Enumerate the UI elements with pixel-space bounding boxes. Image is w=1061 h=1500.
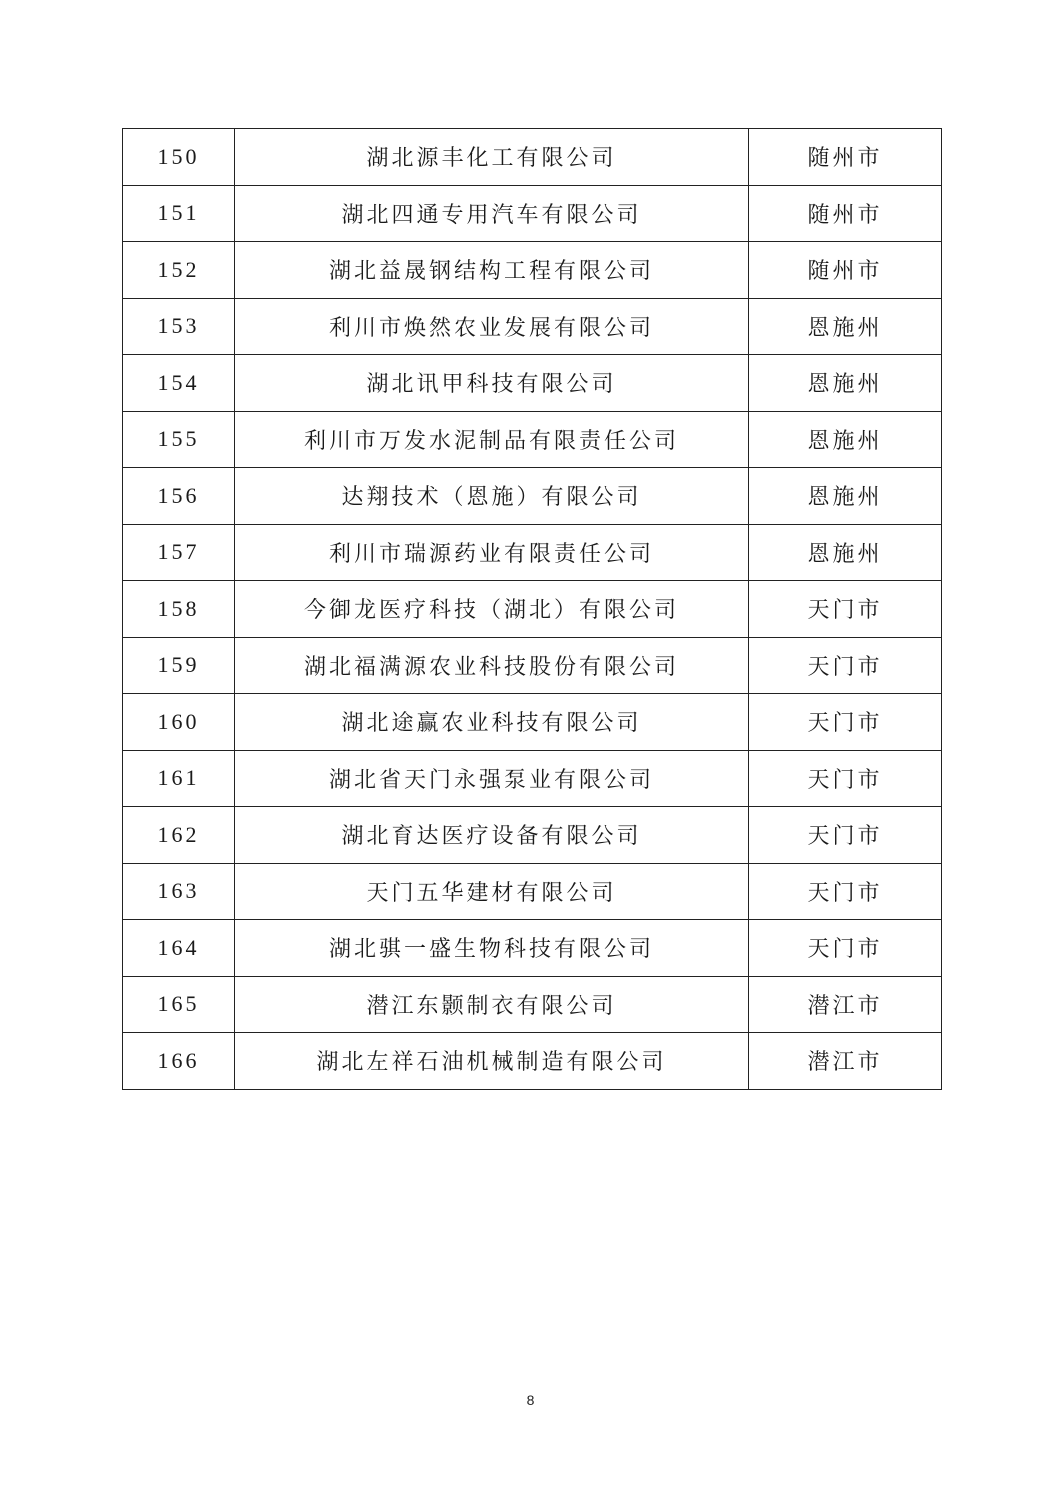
- company-name: 湖北源丰化工有限公司: [235, 129, 749, 186]
- row-number: 153: [123, 298, 235, 355]
- region: 恩施州: [749, 355, 942, 412]
- table-row: [123, 750, 942, 807]
- region: 天门市: [749, 807, 942, 864]
- table-row: [123, 807, 942, 864]
- row-number: 163: [123, 863, 235, 920]
- company-name: 湖北途赢农业科技有限公司: [235, 694, 749, 751]
- row-number: 158: [123, 581, 235, 638]
- region: 随州市: [749, 242, 942, 299]
- row-number: 164: [123, 920, 235, 977]
- region: 恩施州: [749, 411, 942, 468]
- row-number: 165: [123, 976, 235, 1033]
- table-row: [123, 694, 942, 751]
- table-row: [123, 468, 942, 525]
- company-name: 利川市瑞源药业有限责任公司: [235, 524, 749, 581]
- region: 随州市: [749, 129, 942, 186]
- company-name: 湖北左祥石油机械制造有限公司: [235, 1033, 749, 1090]
- region: 天门市: [749, 863, 942, 920]
- company-name: 湖北讯甲科技有限公司: [235, 355, 749, 412]
- region: 天门市: [749, 750, 942, 807]
- table-row: [123, 976, 942, 1033]
- company-name: 达翔技术（恩施）有限公司: [235, 468, 749, 525]
- company-name: 今御龙医疗科技（湖北）有限公司: [235, 581, 749, 638]
- table-row: [123, 355, 942, 412]
- row-number: 154: [123, 355, 235, 412]
- table-row: [123, 524, 942, 581]
- row-number: 161: [123, 750, 235, 807]
- table-row: [123, 298, 942, 355]
- region: 随州市: [749, 185, 942, 242]
- table-row: [123, 1033, 942, 1090]
- page-number: 8: [526, 1392, 535, 1408]
- company-name: 潜江东颢制衣有限公司: [235, 976, 749, 1033]
- company-name: 利川市焕然农业发展有限公司: [235, 298, 749, 355]
- row-number: 155: [123, 411, 235, 468]
- region: 潜江市: [749, 1033, 942, 1090]
- company-table-body: [123, 129, 942, 1090]
- table-row: [123, 920, 942, 977]
- region: 恩施州: [749, 468, 942, 525]
- company-name: 湖北福满源农业科技股份有限公司: [235, 637, 749, 694]
- table-row: [123, 185, 942, 242]
- region: 恩施州: [749, 298, 942, 355]
- company-table: [122, 128, 942, 1090]
- region: 天门市: [749, 581, 942, 638]
- table-row: [123, 129, 942, 186]
- company-name: 湖北四通专用汽车有限公司: [235, 185, 749, 242]
- row-number: 150: [123, 129, 235, 186]
- company-name: 湖北省天门永强泵业有限公司: [235, 750, 749, 807]
- region: 天门市: [749, 637, 942, 694]
- company-name: 湖北育达医疗设备有限公司: [235, 807, 749, 864]
- company-name: 湖北益晟钢结构工程有限公司: [235, 242, 749, 299]
- row-number: 159: [123, 637, 235, 694]
- region: 恩施州: [749, 524, 942, 581]
- company-name: 湖北骐一盛生物科技有限公司: [235, 920, 749, 977]
- row-number: 156: [123, 468, 235, 525]
- table-row: [123, 863, 942, 920]
- table-row: [123, 581, 942, 638]
- region: 天门市: [749, 694, 942, 751]
- table-row: [123, 242, 942, 299]
- table-row: [123, 411, 942, 468]
- row-number: 152: [123, 242, 235, 299]
- row-number: 160: [123, 694, 235, 751]
- row-number: 151: [123, 185, 235, 242]
- region: 天门市: [749, 920, 942, 977]
- table-row: [123, 637, 942, 694]
- row-number: 162: [123, 807, 235, 864]
- company-name: 天门五华建材有限公司: [235, 863, 749, 920]
- company-name: 利川市万发水泥制品有限责任公司: [235, 411, 749, 468]
- row-number: 166: [123, 1033, 235, 1090]
- row-number: 157: [123, 524, 235, 581]
- region: 潜江市: [749, 976, 942, 1033]
